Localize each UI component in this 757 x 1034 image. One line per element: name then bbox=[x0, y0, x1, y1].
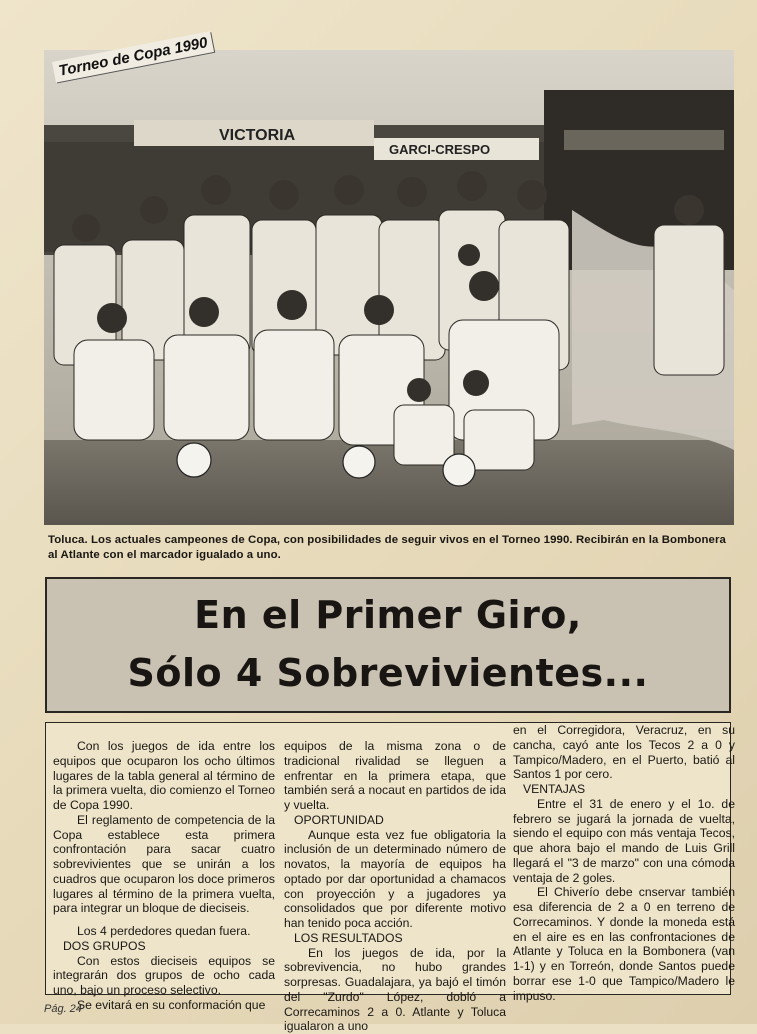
page-number: Pág. 24 bbox=[44, 1003, 82, 1015]
paragraph: Se evitará en su conformación que bbox=[53, 998, 275, 1013]
paragraph: El Chiverío debe cnservar también esa diferencia de 2 a 0 en terreno de Correcaminos. Y donde la moneda está en el aire es en las confrontaciones de Atlante y Toluca en la Bombonera (van 1-1) y en Torreón, donde Santos puede borrar ese 1-0 que Tampico/Madero le impuso. bbox=[513, 885, 735, 1003]
paragraph: En los juegos de ida, por la sobrevivencia, no hubo grandes sorpresas. Guadalajara, ya bajó el timón del "Zurdo" López, dobló a Correcaminos 2 a 0. Atlante y Toluca igualaron a uno bbox=[284, 946, 506, 1034]
paragraph: Entre el 31 de enero y el 1o. de febrero se jugará la jornada de vuelta, siendo el equipo con más ventaja Tecos, que ahora bajo el mando de Luis Grill llegará el "3 de marzo" con una cómoda ventaja de 2 goles. bbox=[513, 797, 735, 886]
sign-garci-crespo: GARCI-CRESPO bbox=[389, 142, 490, 157]
headline-line-1: En el Primer Giro, bbox=[47, 593, 729, 637]
subheading: OPORTUNIDAD bbox=[284, 813, 506, 828]
subheading: LOS RESULTADOS bbox=[284, 931, 506, 946]
article-column-3 bbox=[513, 723, 735, 1003]
photo-caption: Toluca. Los actuales campeones de Copa, con posibilidades de seguir vivos en el Torneo 1990. Recibirán en la Bombonera al Atlante con el marcador igualado a uno. bbox=[48, 533, 732, 563]
team-photo-drawing bbox=[44, 50, 734, 525]
paragraph: Los 4 perdedores quedan fuera. bbox=[53, 924, 275, 939]
team-photo bbox=[44, 50, 734, 525]
paragraph: equipos de la misma zona o de tradicional rivalidad se lleguen a enfrentar en la primera etapa, que también será a nocaut en partidos de ida y vuelta. bbox=[284, 739, 506, 813]
sign-victoria: VICTORIA bbox=[219, 127, 296, 144]
paragraph: El reglamento de competencia de la Copa establece esta primera confrontación para sacar cuatro sobrevivientes que se unirán a los cuadros que ocuparon los doce primeros lugares al término de la primera vuelta, para integrar un bloque de dieciseis. bbox=[53, 813, 275, 916]
headline-line-2: Sólo 4 Sobrevivientes... bbox=[47, 651, 729, 695]
subheading: VENTAJAS bbox=[513, 782, 735, 797]
paragraph: Aunque esta vez fue obligatoria la inclusión de un determinado número de novatos, la mayoría de equipos ha optado por dar oportunidad a chamacos con proyección y a jugadores ya consolidados que por diferente motivo han tenido poca acción. bbox=[284, 828, 506, 931]
subheading: DOS GRUPOS bbox=[53, 939, 275, 954]
paragraph: Con estos dieciseis equipos se integrarán dos grupos de ocho cada uno, bajo un proceso selectivo. bbox=[53, 954, 275, 998]
headline-box bbox=[45, 577, 731, 713]
paragraph: Con los juegos de ida entre los equipos que ocuparon los ocho últimos lugares de la tabla general al término de la primera vuelta, dio comienzo el Torneo de Copa 1990. bbox=[53, 739, 275, 813]
article-body bbox=[45, 722, 731, 995]
article-column-2 bbox=[284, 739, 506, 1034]
photo-label: Torneo de Copa 1990 bbox=[52, 31, 214, 82]
article-column-1 bbox=[53, 739, 275, 1013]
paragraph: en el Corregidora, Veracruz, en su cancha, cayó ante los Tecos 2 a 0 y Tampico/Madero, en el Puerto, batió al Santos 1 por cero. bbox=[513, 723, 735, 782]
